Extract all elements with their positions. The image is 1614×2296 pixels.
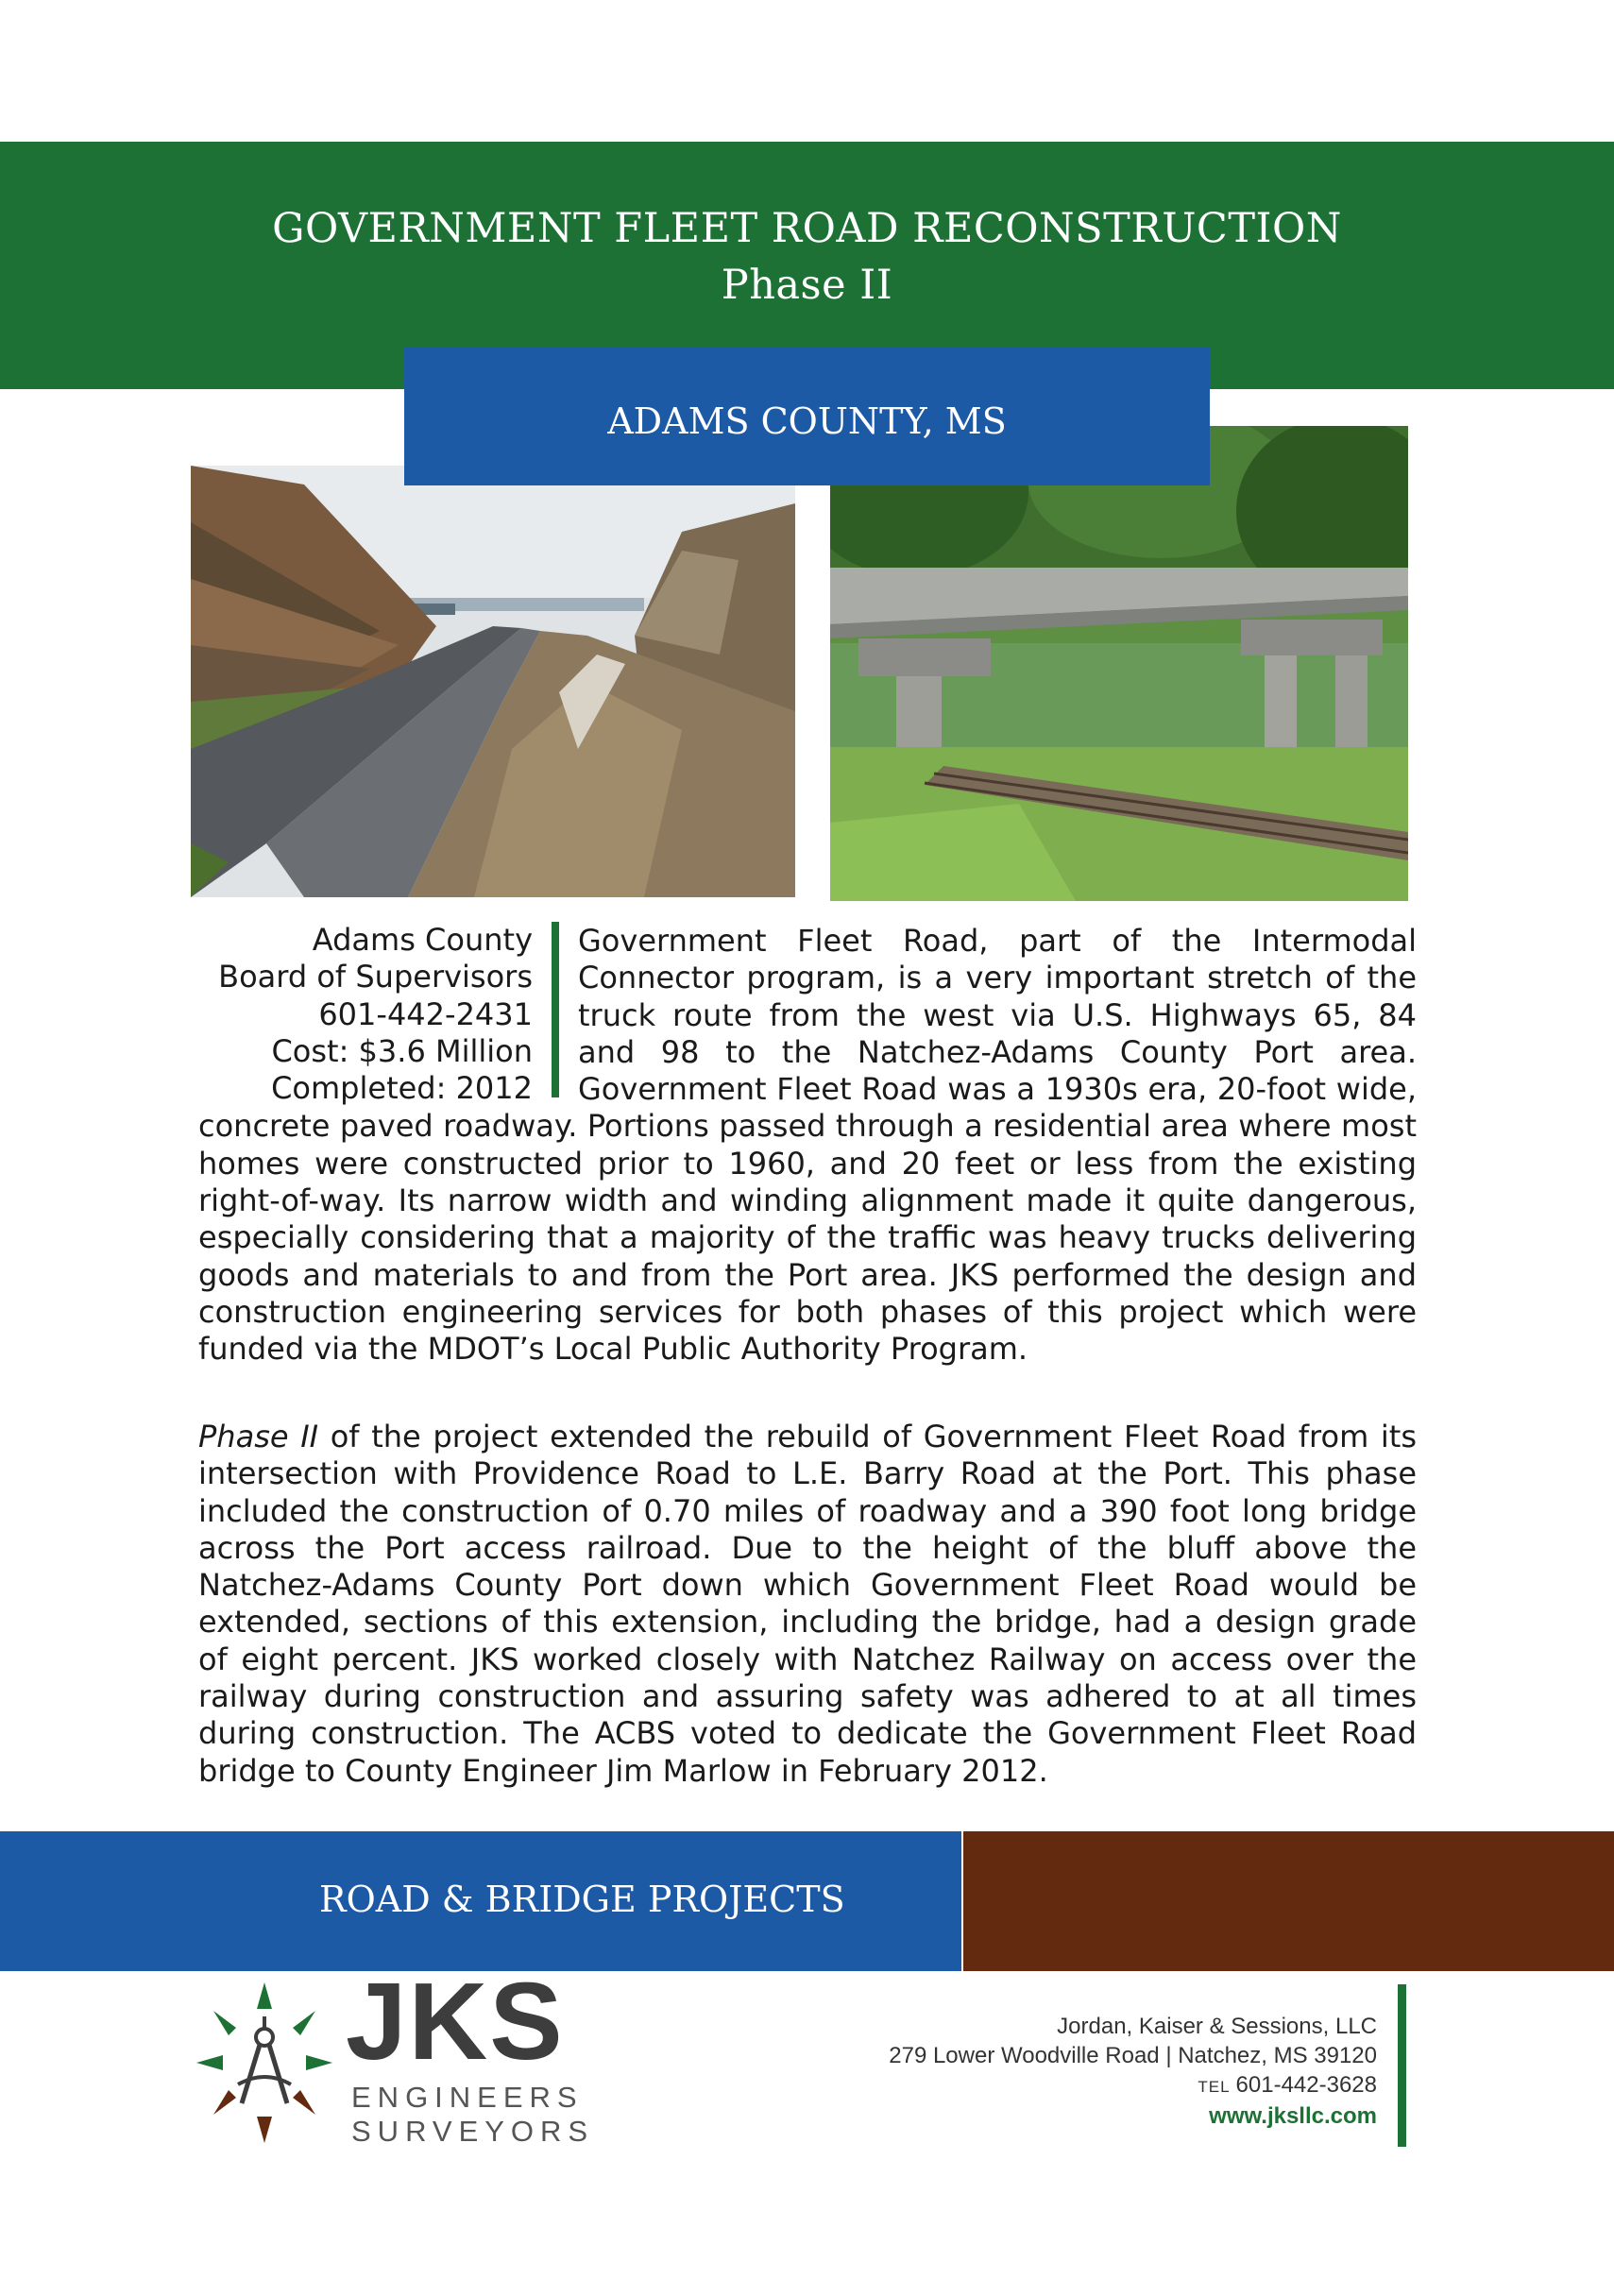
footer-accent-band bbox=[963, 1831, 1614, 1971]
bridge-over-railroad-photo bbox=[830, 426, 1408, 901]
client-board: Board of Supervisors bbox=[218, 959, 533, 995]
tel-label: TEL bbox=[1198, 2078, 1231, 2096]
company-phone bbox=[774, 2070, 1377, 2101]
project-title: GOVERNMENT FLEET ROAD RECONSTRUCTION bbox=[272, 205, 1342, 252]
contact-block bbox=[774, 2012, 1377, 2131]
project-cost: Cost: $3.6 Million bbox=[271, 1032, 533, 1069]
logo-wordmark: JKS bbox=[346, 1960, 565, 2083]
page-title bbox=[0, 200, 1614, 314]
compass-logo-icon bbox=[196, 1982, 332, 2143]
road-cut-photo bbox=[191, 466, 795, 897]
paragraph-1-text: Government Fleet Road, part of the Intermodal Connector program, is a very important stretch of the truck route from the west via U.S. Highways 65, 84 and 98 to the Natchez-Adams County Port area. Government Fleet Road was a 1930s era, 20-foot wide, concrete paved roadway. Portions passed through a residential area where most homes were constructed prior to 1960, and 20 feet or less from the existing right-of-way. Its narrow width and winding alignment made it quite dangerous, especially considering that a majority of the traffic was heavy trucks delivering goods and materials to and from the Port area. JKS performed the design and construction engineering services for both phases of this project which were funded via the MDOT’s Local Public Authority Program. bbox=[198, 923, 1417, 1368]
logo-surveyors: SURVEYORS bbox=[351, 2115, 595, 2148]
website-link[interactable]: www.jksllc.com bbox=[1209, 2103, 1377, 2129]
project-completed: Completed: 2012 bbox=[271, 1070, 533, 1107]
project-phase: Phase II bbox=[721, 262, 893, 309]
footer-category-label: ROAD & BRIDGE PROJECTS bbox=[319, 1879, 845, 1920]
client-phone: 601-442-2431 bbox=[318, 995, 533, 1032]
tel-number: 601-442-3628 bbox=[1235, 2072, 1377, 2098]
contact-divider bbox=[1398, 1984, 1406, 2147]
location-label: ADAMS COUNTY, MS bbox=[607, 400, 1007, 442]
company-address: 279 Lower Woodville Road | Natchez, MS 39120 bbox=[889, 2043, 1377, 2068]
company-name: Jordan, Kaiser & Sessions, LLC bbox=[1057, 2014, 1377, 2039]
body-paragraph-1 bbox=[198, 923, 1417, 1369]
logo-engineers: ENGINEERS bbox=[351, 2081, 584, 2114]
body-paragraph-2 bbox=[198, 1419, 1417, 1790]
client-name: Adams County bbox=[312, 922, 533, 958]
phase-label: Phase II bbox=[198, 1419, 319, 1454]
paragraph-2-text: of the project extended the rebuild of Government Fleet Road from its intersection with Providence Road to L.E. Barry Road at the Port. This phase included the construction of 0.70 miles of roadway and a 390 foot long bridge across the Port access railroad. Due to the height of the bluff above the Natchez-Adams County Port down which Government Fleet Road would be extended, sections of this extension, including the bridge, had a design grade of eight percent. JKS worked closely with Natchez Railway on access over the railway during construction and assuring safety was adhered to at all times during construction. The ACBS voted to dedicate the Government Fleet Road bridge to County Engineer Jim Marlow in February 2012. bbox=[198, 1419, 1418, 1789]
